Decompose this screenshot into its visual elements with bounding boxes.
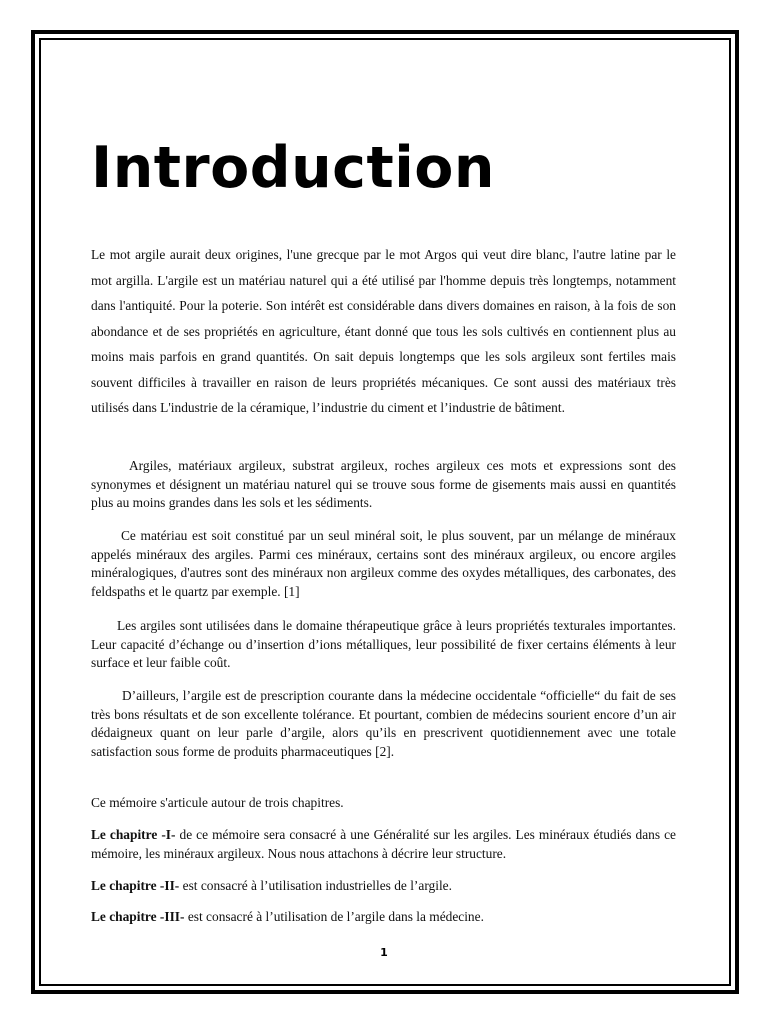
paragraph-argile-origins: Le mot argile aurait deux origines, l'une grecque par le mot Argos qui veut dire blanc, l'autre latine par le mot argilla. L'argile est un matériau naturel qui a été utilisé par l'homme depuis très longtemps, notamment dans l'antiquité. Pour la poterie. Son intérêt est considérable dans divers domaines en raison, à la fois de son abondance et de ses propriétés en agriculture, étant donné que tous les sols cultivés en contiennent plus au moins mais parfois en grand quantités. On sait depuis longtemps que les sols argileux sont fertiles mais souvent difficiles à travailler en raison de leurs propriétés mécaniques. Ce sont aussi des matériaux très utilisés dans L'industrie de la céramique, l’industrie du ciment et l’industrie de bâtiment. (91, 247, 676, 415)
chapter-2-label: Le chapitre -II- (91, 878, 180, 893)
chapter-1-text: de ce mémoire sera consacré à une Généralité sur les argiles. Les minéraux étudiés dans ce mémoire, les minéraux argileux. Nous nous attachons à décrire leur structure. (91, 827, 676, 861)
chapter-1-label: Le chapitre -I- (91, 827, 176, 842)
chapter-2-text: est consacré à l’utilisation industrielles de l’argile. (179, 878, 452, 893)
chapter-3-description (91, 908, 676, 927)
paragraph-medicine: D’ailleurs, l’argile est de prescription courante dans la médecine occidentale “officielle“ du fait de ses très bons résultats et de son excellente tolérance. Et pourtant, combien de médecins sourient encore d’un air dédaigneux quant on leur parle d’argile, alors qu’ils en prescrivent quotidiennement avec une totale satisfaction sous forme de produits pharmaceutiques [2]. (91, 688, 676, 759)
chapter-2-description (91, 877, 676, 896)
page-number: 1 (380, 946, 388, 959)
paragraph-composition: Ce matériau est soit constitué par un seul minéral soit, le plus souvent, par un mélange de minéraux appelés minéraux des argiles. Parmi ces minéraux, certains sont des minéraux argileux, ou encore argiles minéralogiques, d'autres sont des minéraux non argileux comme des oxydes métalliques, des carbonates, des feldspaths et le quartz par exemple. [1] (91, 528, 676, 599)
chapter-1-description (91, 826, 676, 863)
page-title: Introduction (91, 135, 495, 201)
paragraph-outline: Ce mémoire s'articule autour de trois chapitres. (91, 795, 344, 810)
chapter-3-label: Le chapitre -III- (91, 909, 185, 924)
chapter-3-text: est consacré à l’utilisation de l’argile dans la médecine. (184, 909, 484, 924)
paragraph-therapeutic: Les argiles sont utilisées dans le domaine thérapeutique grâce à leurs propriétés texturales importantes. Leur capacité d’échange ou d’insertion d’ions métalliques, leur possibilité de fixer certains éléments à leur surface et leur faible coût. (91, 618, 676, 670)
paragraph-synonyms: Argiles, matériaux argileux, substrat argileux, roches argileux ces mots et expressions sont des synonymes et désignent un matériau naturel qui se trouve sous forme de gisements mais aussi en quantités plus au moins grandes dans les sols et les sédiments. (91, 458, 676, 510)
